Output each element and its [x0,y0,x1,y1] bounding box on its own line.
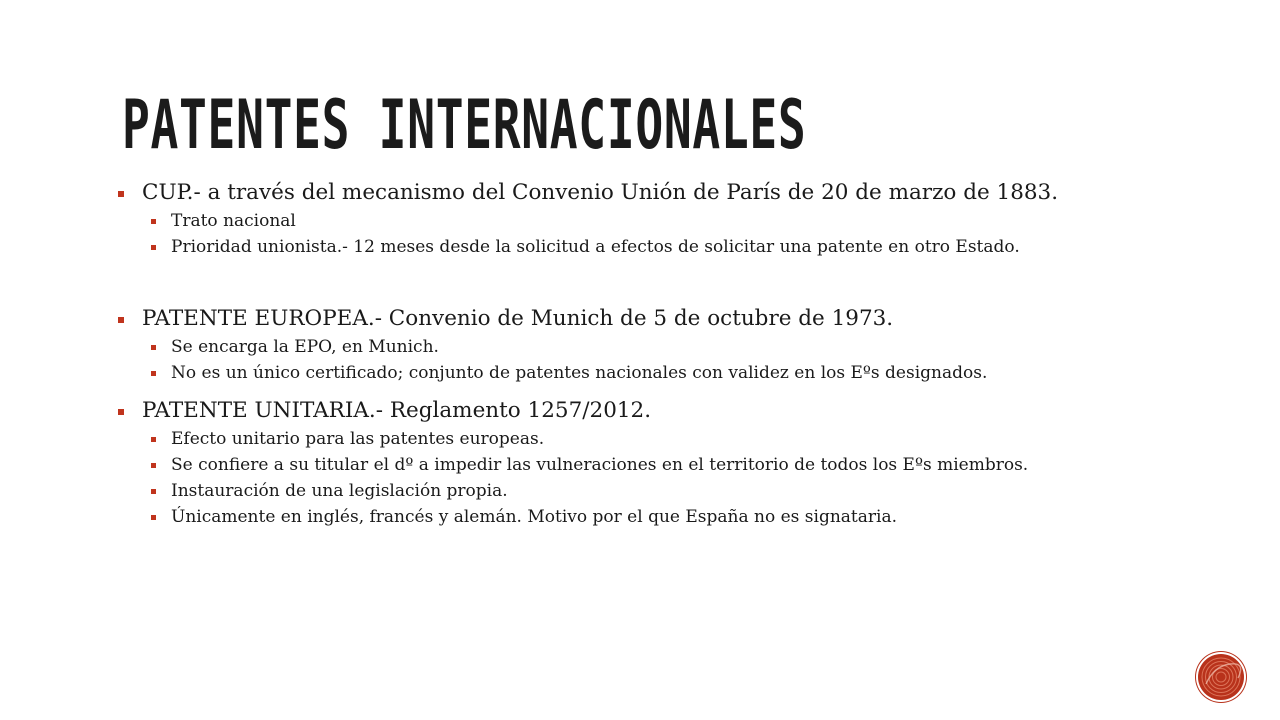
square-bullet-icon [151,489,156,494]
bullet-patente-unitaria [116,398,1116,424]
square-bullet-icon [151,515,156,520]
square-bullet-icon [151,219,156,224]
square-bullet-icon [151,437,156,442]
swirl-icon [1198,654,1244,700]
bullet-text: CUP.- a través del mecanismo del Convenio Unión de París de 20 de marzo de 1883. [142,180,1059,205]
sub-bullet [116,363,1116,384]
bullet-text: PATENTE UNITARIA.- Reglamento 1257/2012. [142,398,652,423]
bullet-text: PATENTE EUROPEA.- Convenio de Munich de 5 de octubre de 1973. [142,306,894,331]
square-bullet-icon [151,245,156,250]
sub-bullet-text: Únicamente en inglés, francés y alemán. Motivo por el que España no es signataria. [171,507,897,527]
sub-bullet-text: No es un único certificado; conjunto de patentes nacionales con validez en los Eºs designados. [171,363,988,383]
sub-bullet [116,211,1116,232]
square-bullet-icon [118,409,124,415]
square-bullet-icon [118,191,124,197]
sub-bullet [116,507,1116,528]
sub-bullet [116,429,1116,450]
square-bullet-icon [151,463,156,468]
sub-bullet-text: Prioridad unionista.- 12 meses desde la solicitud a efectos de solicitar una patente en otro Estado. [171,237,1020,257]
slide-content [116,180,1116,528]
square-bullet-icon [118,317,124,323]
sub-bullet [116,455,1116,476]
sub-bullet [116,237,1116,258]
sub-bullet-text: Se confiere a su titular el dº a impedir las vulneraciones en el territorio de todos los Eºs miembros. [171,455,1029,475]
circular-nav-button-icon[interactable] [1198,654,1244,700]
sub-bullet-text: Efecto unitario para las patentes europeas. [171,429,545,449]
bullet-patente-europea [116,306,1116,332]
sub-bullet [116,481,1116,502]
square-bullet-icon [151,371,156,376]
square-bullet-icon [151,345,156,350]
sub-bullet-text: Trato nacional [171,211,296,231]
sub-bullet-text: Instauración de una legislación propia. [171,481,508,501]
slide-title: PATENTES INTERNACIONALES [122,86,807,165]
sub-bullet [116,337,1116,358]
bullet-cup [116,180,1116,206]
sub-bullet-text: Se encarga la EPO, en Munich. [171,337,439,357]
